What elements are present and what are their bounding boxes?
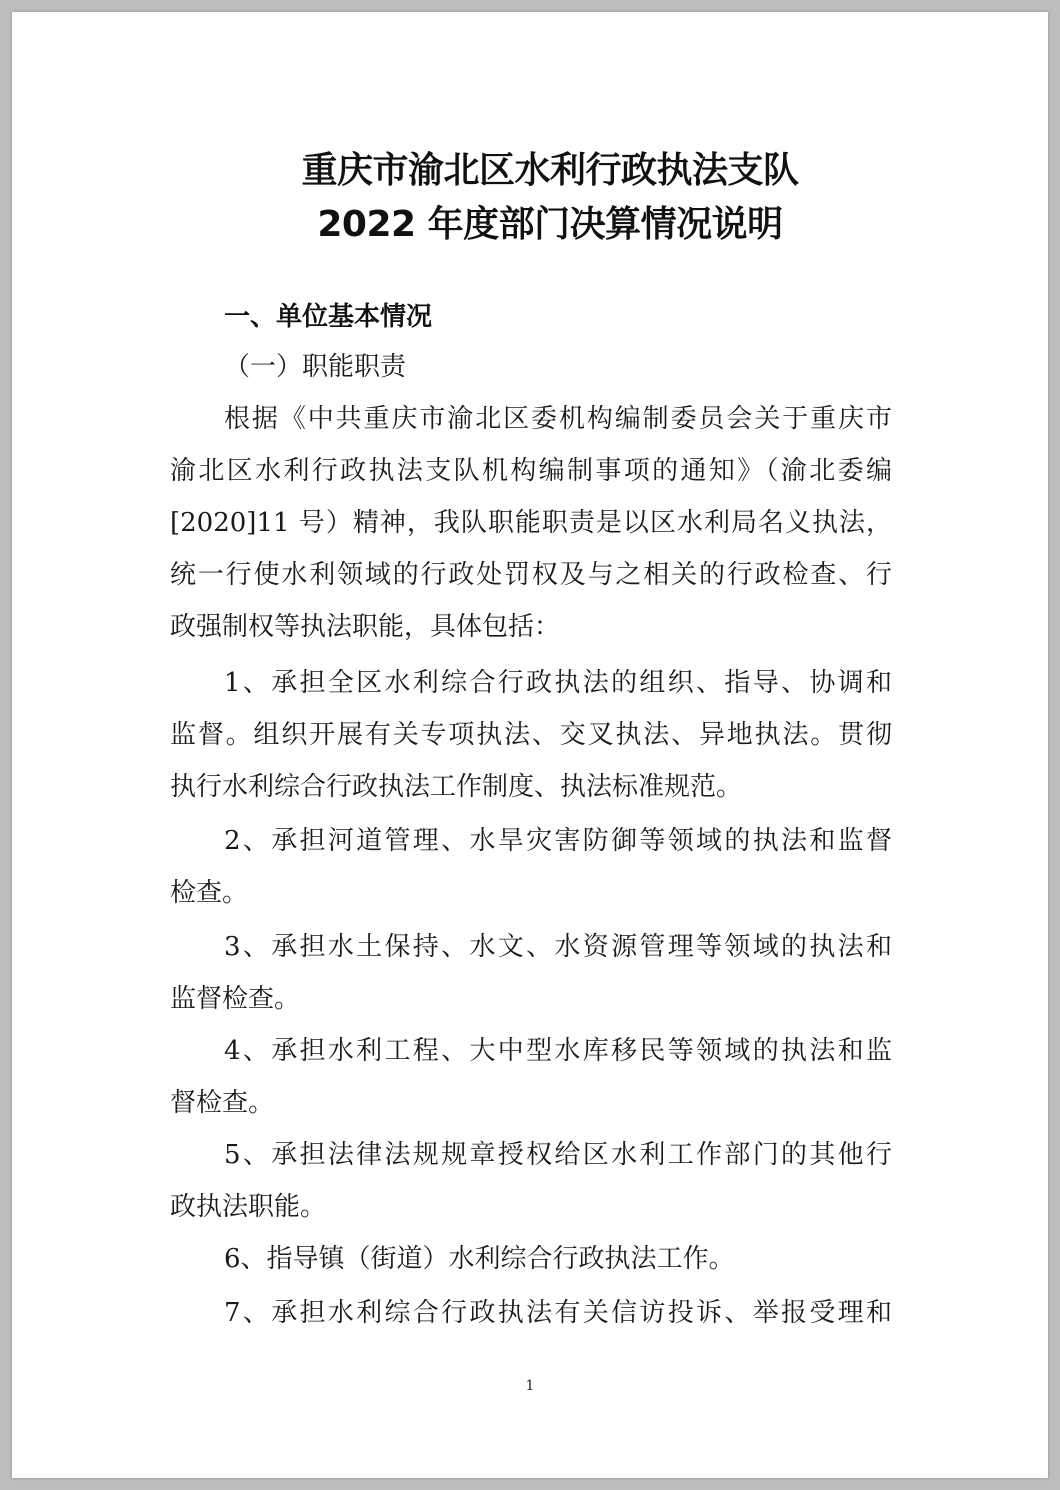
paragraph1-line: [2020]11 号）精神，我队职能职责是以区水利局名义执法， bbox=[170, 508, 892, 538]
list-item-line: 2、承担河道管理、水旱灾害防御等领域的执法和监督 bbox=[224, 826, 892, 856]
list-item-line: 5、承担法律法规规章授权给区水利工作部门的其他行 bbox=[224, 1140, 892, 1170]
list-item-line: 监督检查。 bbox=[170, 984, 301, 1014]
document-title-line2: 2022 年度部门决算情况说明 bbox=[317, 204, 783, 245]
list-item-line: 6、指导镇（街道）水利综合行政执法工作。 bbox=[224, 1244, 735, 1274]
sub-heading: （一）职能职责 bbox=[224, 352, 407, 382]
paragraph1-line: 统一行使水利领域的行政处罚权及与之相关的行政检查、行 bbox=[170, 560, 892, 590]
paragraph1-line: 渝北区水利行政执法支队机构编制事项的通知》（渝北委编 bbox=[170, 456, 892, 486]
list-item-line: 检查。 bbox=[170, 878, 249, 908]
list-item-line: 3、承担水土保持、水文、水资源管理等领域的执法和 bbox=[224, 932, 892, 962]
paragraph1-line: 政强制权等执法职能，具体包括： bbox=[170, 612, 561, 642]
page-number: 1 bbox=[525, 1378, 535, 1394]
section-heading: 一、单位基本情况 bbox=[224, 302, 433, 332]
document-page bbox=[12, 12, 1048, 1478]
list-item-line: 7、承担水利综合行政执法有关信访投诉、举报受理和 bbox=[224, 1298, 892, 1328]
paragraph1-line: 根据《中共重庆市渝北区委机构编制委员会关于重庆市 bbox=[224, 404, 892, 434]
list-item-line: 执行水利综合行政执法工作制度、执法标准规范。 bbox=[170, 772, 743, 802]
list-item-line: 4、承担水利工程、大中型水库移民等领域的执法和监 bbox=[224, 1036, 892, 1066]
list-item-line: 监督。组织开展有关专项执法、交叉执法、异地执法。贯彻 bbox=[170, 720, 892, 750]
list-item-line: 督检查。 bbox=[170, 1088, 275, 1118]
list-item-line: 政执法职能。 bbox=[170, 1192, 327, 1222]
list-item-line: 1、承担全区水利综合行政执法的组织、指导、协调和 bbox=[224, 668, 892, 698]
document-title-line1: 重庆市渝北区水利行政执法支队 bbox=[301, 150, 799, 191]
